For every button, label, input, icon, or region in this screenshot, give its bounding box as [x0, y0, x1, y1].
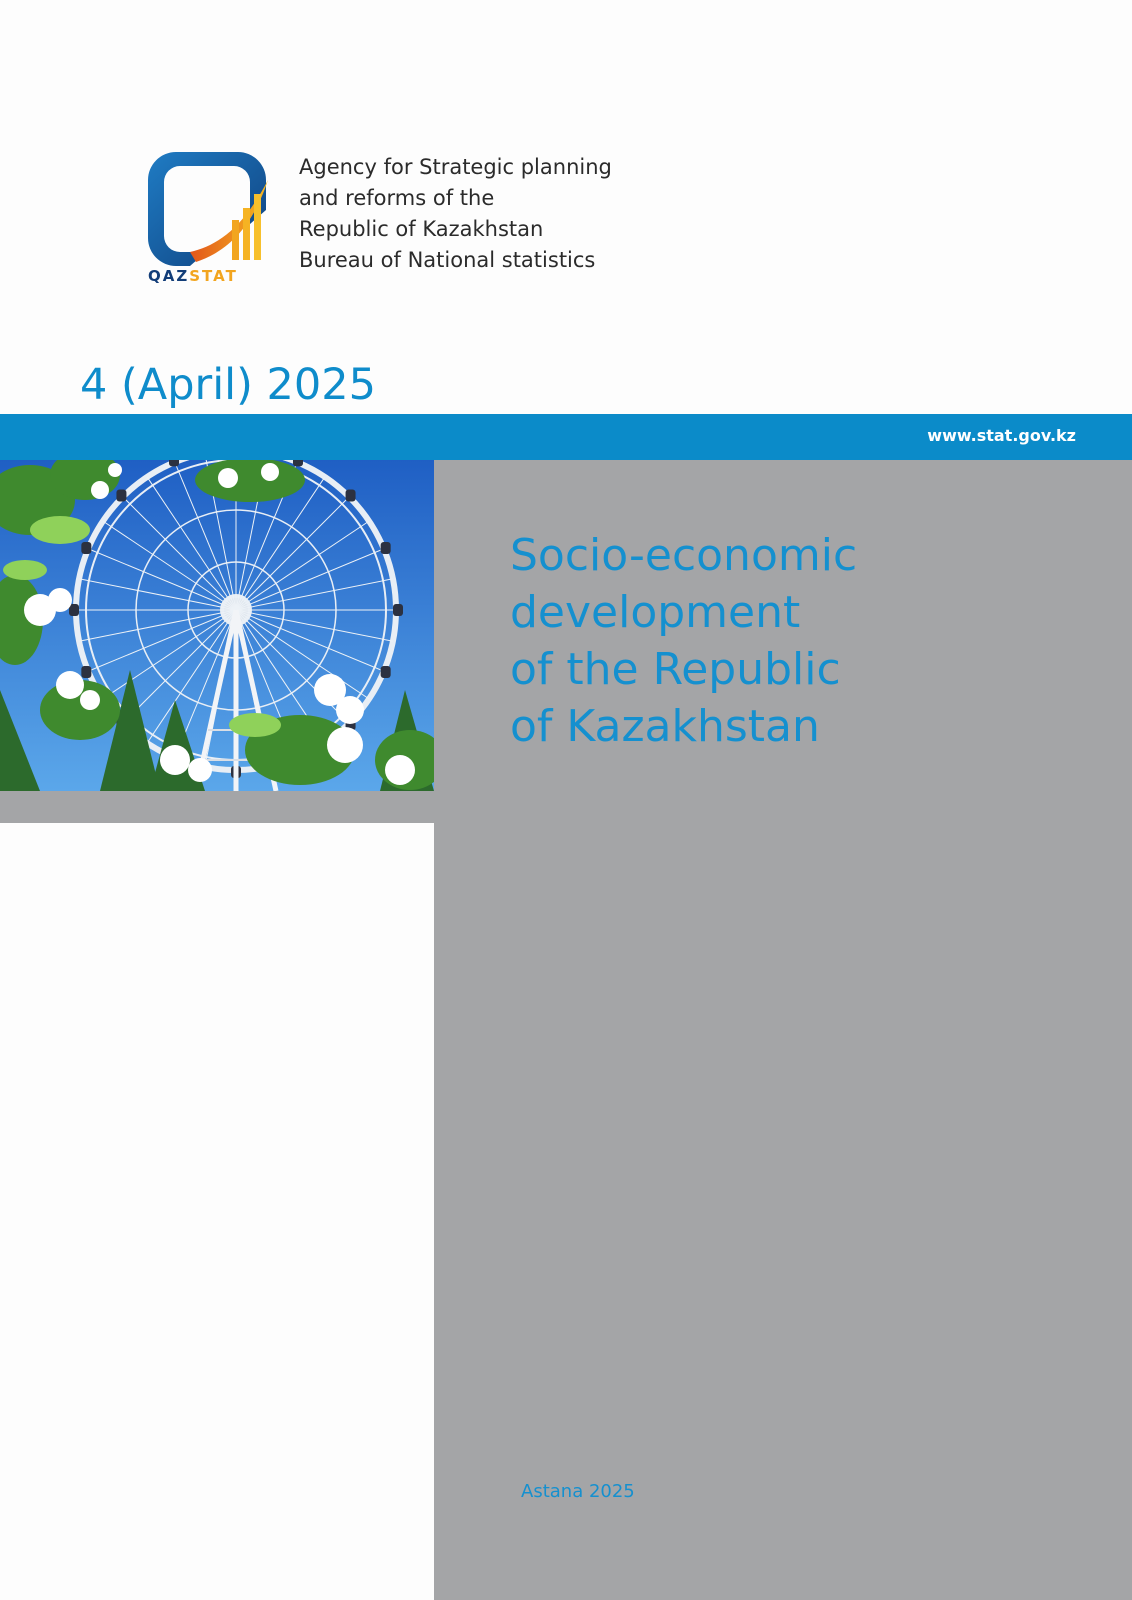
qazstat-logo-icon: [146, 150, 270, 285]
agency-line: and reforms of the: [299, 186, 495, 210]
title-line: development: [510, 587, 801, 638]
issue-date: 4 (April) 2025: [80, 360, 376, 410]
agency-line: Republic of Kazakhstan: [299, 217, 544, 241]
title-line: Socio-economic: [510, 530, 858, 581]
title-line: of the Republic: [510, 644, 841, 695]
blue-band: [0, 414, 1132, 460]
cover-grey-strip: [0, 790, 434, 823]
place-year: Astana 2025: [521, 1481, 635, 1502]
cover-photo: [0, 460, 434, 791]
qazstat-wordmark: QAZSTAT: [148, 267, 238, 285]
title-line: of Kazakhstan: [510, 701, 820, 752]
agency-line: Agency for Strategic planning: [299, 155, 612, 179]
website-link[interactable]: www.stat.gov.kz: [927, 426, 1076, 445]
report-title: [510, 527, 857, 755]
agency-name: [299, 152, 612, 276]
agency-line: Bureau of National statistics: [299, 248, 596, 272]
